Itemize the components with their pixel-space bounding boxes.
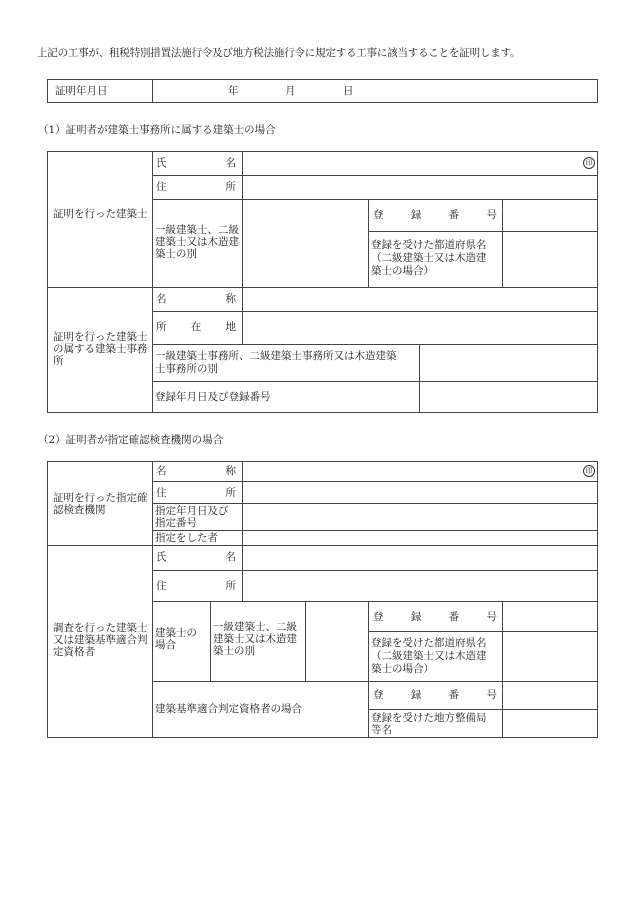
cert-date-month-field[interactable]: 月 (285, 85, 296, 97)
s2-bureau-label-1: 登録を受けた地方整備局 (371, 712, 487, 724)
s2-investigator-group-label: 調査を行った建築士又は建築基準適合判定資格者 (53, 622, 148, 658)
s2-person-address-char: 所 (225, 580, 236, 592)
s2-reg-no-char: 録 (410, 611, 422, 623)
s1-office-class-1: 一級建築士事務所、二級建築士事務所又は木造建築 (155, 350, 397, 362)
s1-name-char: 氏 (156, 157, 167, 169)
s1-office-loc-label (156, 321, 236, 333)
s2-person-name-label (156, 551, 236, 563)
s2-person-address-char: 住 (156, 580, 167, 592)
s2-body-group-label: 証明を行った指定確認検査機関 (53, 492, 148, 516)
s1-address-char: 所 (225, 181, 236, 193)
cert-date-row (47, 79, 598, 103)
s1-office-name-char: 名 (156, 293, 167, 305)
s1-address-label (156, 181, 236, 193)
s1-reg-no-char: 登 (373, 209, 384, 221)
s1-office-group-label: 証明を行った建築士の属する建築士事務所 (53, 331, 148, 367)
s2-designation-1: 指定年月日及び (155, 505, 229, 517)
s2-reg-no2-label (373, 689, 497, 701)
s2-name-label (156, 465, 236, 477)
s1-office-name-label (156, 293, 236, 305)
s1-seal-icon: 印 (583, 157, 595, 169)
s1-address-char: 住 (156, 181, 167, 193)
s2-architect-case-label: 建築士の場合 (155, 627, 197, 651)
s1-architect-group-label: 証明を行った建築士 (53, 208, 148, 220)
s1-pref-label-3: 築士の場合） (371, 265, 434, 277)
s1-office-loc-char: 所 (156, 321, 167, 333)
s2-person-address-label (156, 580, 236, 592)
cert-date-day-field[interactable]: 日 (343, 85, 354, 97)
s2-bureau-label-2: 等名 (371, 724, 392, 736)
s2-pref-label-3: 築士の場合） (371, 663, 434, 675)
s1-office-class-2: 士事務所の別 (155, 363, 218, 375)
cert-date-label: 証明年月日 (55, 85, 108, 97)
s2-seal-icon: 印 (583, 465, 595, 477)
s1-class-label: 一級建築士、二級建築士又は木造建築士の別 (155, 224, 239, 260)
s2-person-name-char: 氏 (156, 551, 167, 563)
s2-pref-label-2: （二級建築士又は木造建 (371, 650, 487, 662)
s2-address-label (156, 487, 236, 499)
cert-date-year-field[interactable]: 年 (228, 85, 239, 97)
s2-name-char: 称 (225, 465, 236, 477)
section1-table (47, 151, 598, 413)
s2-address-char: 住 (156, 487, 167, 499)
s1-name-label (156, 157, 236, 169)
s2-class-label: 一級建築士、二級建築士又は木造建築士の別 (213, 621, 297, 657)
s2-designation-2: 指定番号 (155, 517, 197, 529)
s1-name-char: 名 (225, 157, 236, 169)
s1-reg-no-label (373, 209, 497, 221)
s2-address-char: 所 (225, 487, 236, 499)
s1-office-name-char: 称 (225, 293, 236, 305)
s1-pref-label-2: （二級建築士又は木造建 (371, 252, 487, 264)
s1-reg-date-no-label: 登録年月日及び登録番号 (155, 391, 271, 403)
s2-reg-no-char: 登 (373, 611, 384, 623)
s2-reg-no-char: 号 (486, 611, 497, 623)
s2-reg-no2-char: 号 (486, 689, 497, 701)
s2-qualifier-case-label: 建築基準適合判定資格者の場合 (155, 703, 302, 715)
s2-reg-no-char: 番 (448, 611, 460, 623)
s1-office-loc-char: 在 (190, 321, 202, 333)
s2-reg-no2-char: 録 (410, 689, 422, 701)
s1-reg-no-char: 録 (410, 209, 422, 221)
s2-reg-no2-char: 登 (373, 689, 384, 701)
s2-pref-label-1: 登録を受けた都道府県名 (371, 637, 487, 649)
s1-pref-label-1: 登録を受けた都道府県名 (371, 239, 487, 251)
s1-reg-no-char: 号 (486, 209, 497, 221)
s1-office-loc-char: 地 (225, 321, 236, 333)
s2-person-name-char: 名 (225, 551, 236, 563)
s1-reg-no-char: 番 (448, 209, 460, 221)
s2-name-char: 名 (156, 465, 167, 477)
s2-reg-no-label (373, 611, 497, 623)
s2-designator-label: 指定をした者 (155, 532, 218, 544)
section1-title: （1）証明者が建築士事務所に属する建築士の場合 (38, 124, 276, 136)
s2-reg-no2-char: 番 (448, 689, 460, 701)
intro-statement: 上記の工事が、租税特別措置法施行令及び地方税法施行令に規定する工事に該当することを証明します。 (37, 47, 521, 59)
section2-title: （2）証明者が指定確認検査機関の場合 (38, 434, 224, 446)
